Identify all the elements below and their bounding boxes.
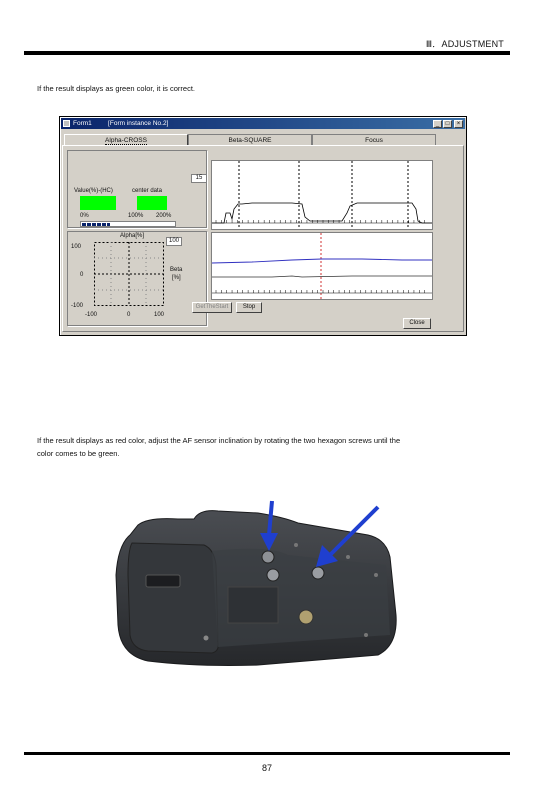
- alpha-value-box: 100: [166, 237, 182, 246]
- instruction-line-2: color comes to be green.: [37, 449, 120, 458]
- center-data-label: center data: [132, 188, 163, 194]
- scale-100-label: 100%: [128, 213, 144, 219]
- scale-0-label: 0%: [80, 213, 89, 219]
- window-subtitle: [Form instance No.2]: [108, 120, 169, 127]
- x-100-label: 100: [154, 312, 165, 318]
- value-status-indicator: [80, 196, 116, 210]
- door-latch: [146, 575, 180, 587]
- y-0-label: 0: [80, 272, 84, 278]
- tab-label: Beta-SQUARE: [228, 137, 272, 144]
- y-m100-label: -100: [71, 303, 84, 309]
- section-title: Ⅲ．ADJUSTMENT: [425, 39, 504, 49]
- value-label: Value(%)-(HC): [74, 188, 113, 194]
- scale-200-label: 200%: [156, 213, 172, 219]
- tab-alpha-cross[interactable]: [64, 134, 188, 145]
- tab-panel: [62, 145, 464, 332]
- lower-waveform-plot: [211, 232, 433, 300]
- close-window-button[interactable]: ×: [454, 120, 463, 128]
- level-bar-fill: [82, 223, 110, 226]
- alpha-beta-group: [67, 231, 207, 326]
- camera-grip-photo: [108, 495, 408, 670]
- start-button[interactable]: GetTheStart: [192, 302, 232, 313]
- instruction-line-1: If the result displays as red color, adjust the AF sensor inclination by rotating the two hexagon screws until the: [37, 436, 401, 445]
- window-title: Form1: [73, 120, 92, 127]
- top-value-box: 15: [191, 174, 207, 183]
- page-number: 87: [261, 763, 272, 773]
- window-titlebar: [61, 118, 465, 129]
- x-m100-label: -100: [85, 312, 98, 318]
- center-status-indicator: [137, 196, 167, 210]
- upper-waveform: [212, 161, 432, 229]
- stop-button[interactable]: Stop: [236, 302, 262, 313]
- beta-unit-label: [%]: [172, 275, 181, 281]
- tab-label: Focus: [365, 137, 383, 144]
- cross-grid: [94, 242, 164, 306]
- app-icon: [63, 120, 70, 127]
- maximize-button[interactable]: □: [443, 120, 452, 128]
- tab-focus[interactable]: [312, 134, 436, 145]
- tab-beta-square[interactable]: [188, 134, 312, 145]
- beta-label: Beta: [170, 267, 183, 273]
- level-bar: [80, 221, 176, 227]
- footer-rule: [24, 752, 510, 755]
- y-100-label: 100: [71, 244, 82, 250]
- tab-label: Alpha-CROSS: [105, 137, 147, 144]
- close-button[interactable]: Close: [403, 318, 431, 329]
- intro-paragraph: If the result displays as green color, it is correct.: [37, 84, 195, 93]
- header-rule: [24, 51, 510, 55]
- lower-waveform: [212, 233, 432, 299]
- alpha-label: Alpha[%]: [120, 233, 145, 239]
- x-0-label: 0: [127, 312, 131, 318]
- minimize-button[interactable]: _: [433, 120, 442, 128]
- value-group: [67, 150, 207, 228]
- upper-waveform-plot: [211, 160, 433, 230]
- form-window: [59, 116, 467, 336]
- contact-cover: [228, 587, 278, 623]
